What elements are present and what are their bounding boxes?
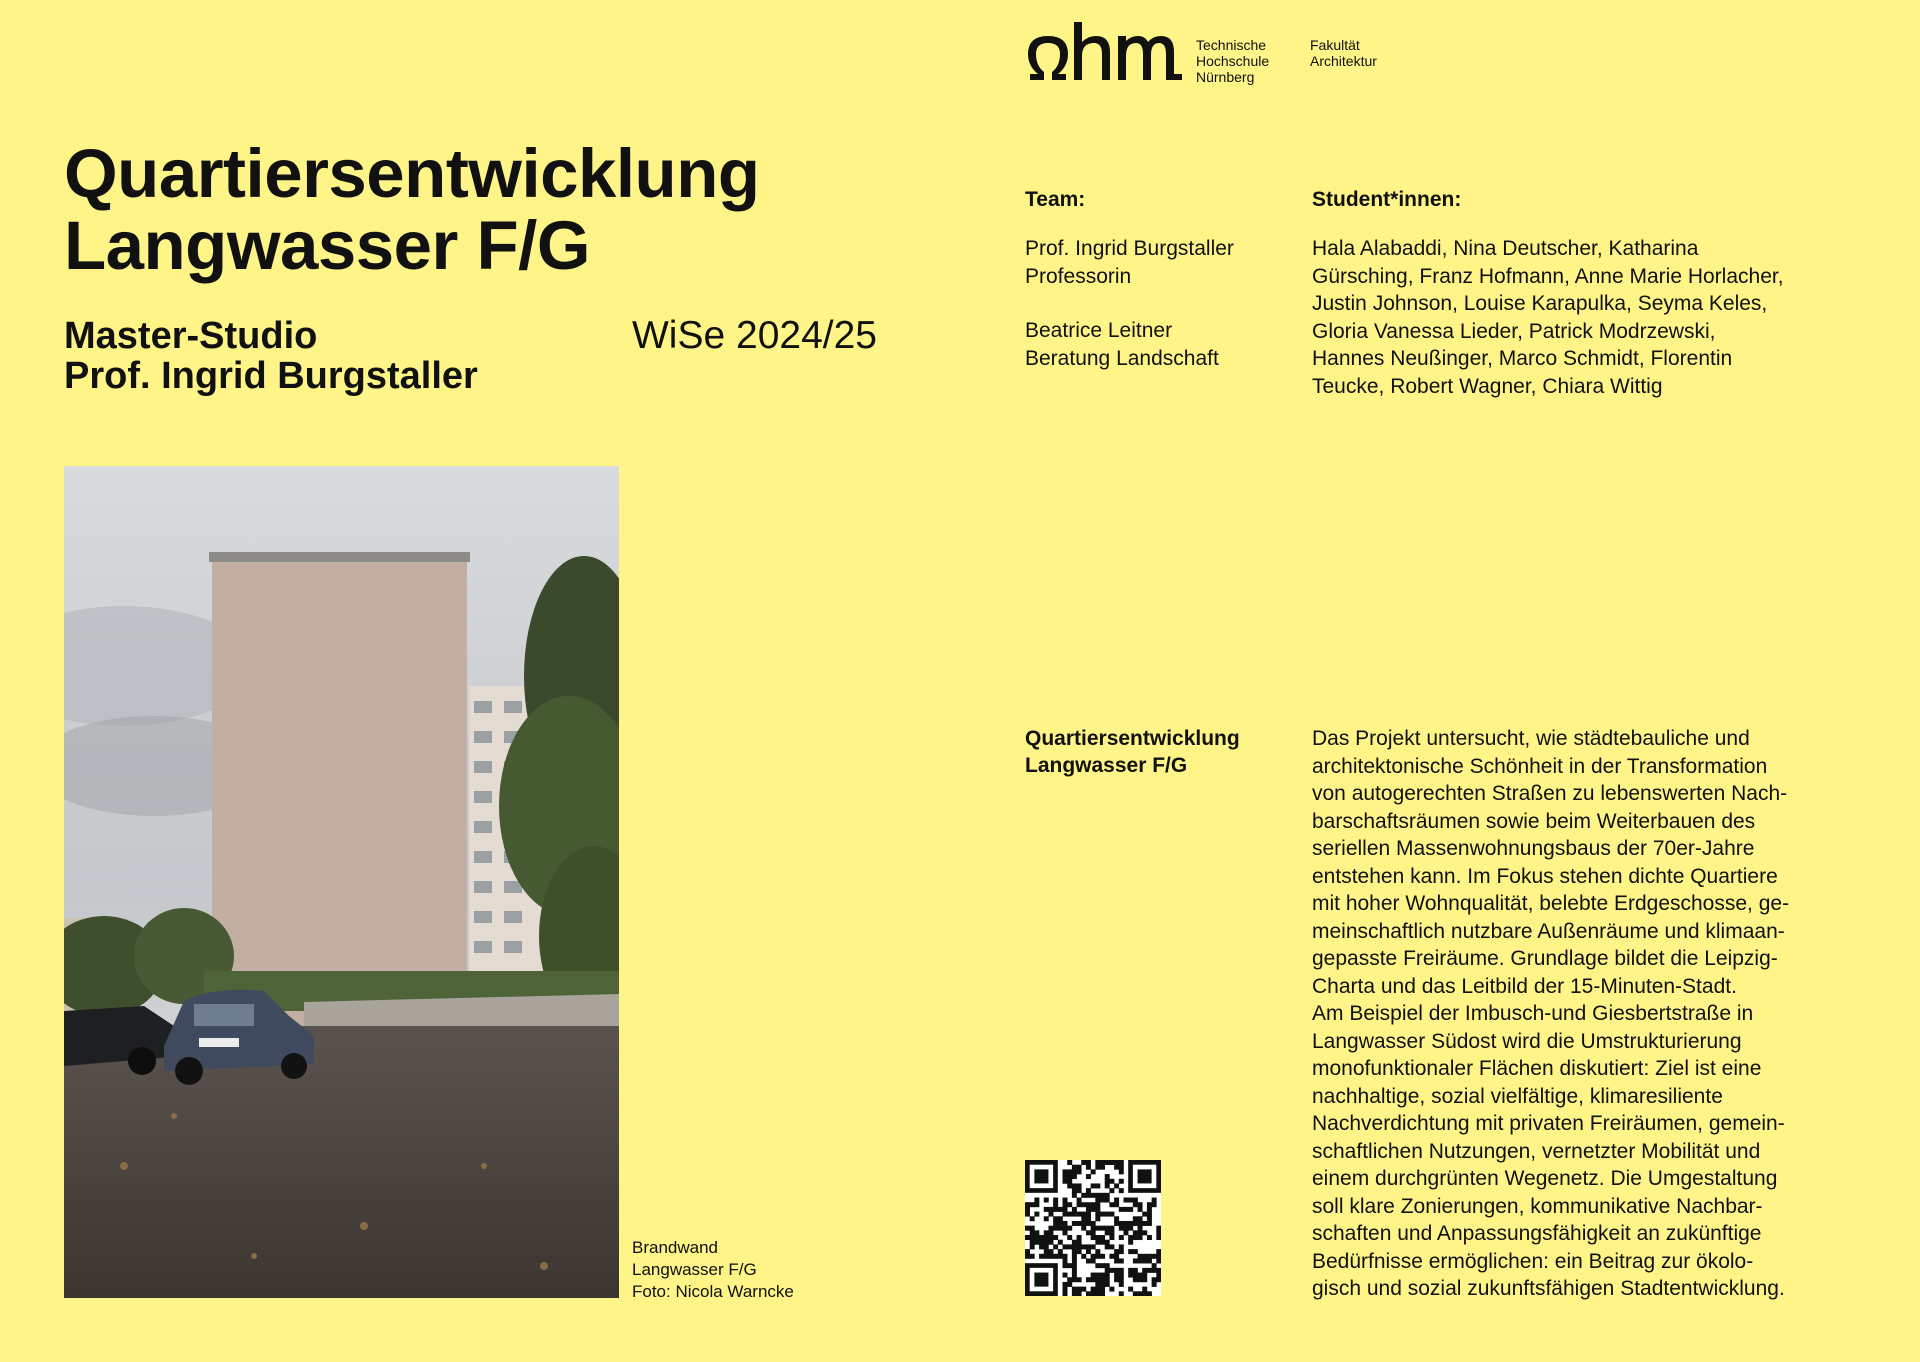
team-member: [1025, 235, 1295, 290]
description-line: seriellen Massenwohnungsbaus der 70er-Jahre: [1312, 837, 1755, 860]
description-line: einem durchgrünten Wegenetz. Die Umgestaltung: [1312, 1167, 1778, 1190]
member-name: Beatrice Leitner: [1025, 319, 1173, 342]
caption-line-2: Langwasser F/G: [632, 1260, 757, 1279]
description-line: barschaftsräumen sowie beim Weiterbauen des: [1312, 809, 1756, 833]
project-heading-line-1: Quartiersentwicklung: [1025, 727, 1240, 750]
qr-code-graphic: [1025, 1160, 1161, 1296]
description-line: monofunktionaler Flächen diskutiert: Ziel ist eine: [1312, 1057, 1762, 1080]
project-heading: [1025, 725, 1295, 779]
university-name: [1196, 37, 1269, 85]
description-line: Bedürfnisse ermöglichen: ein Beitrag zur ökolo-: [1312, 1249, 1754, 1273]
faculty-line-2: Architektur: [1310, 53, 1377, 69]
students-line: Gürsching, Franz Hofmann, Anne Marie Horlacher,: [1312, 264, 1784, 288]
description-line: Am Beispiel der Imbusch-und Giesbertstraße in: [1312, 1002, 1754, 1025]
caption-line-1: Brandwand: [632, 1238, 719, 1257]
students-line: Teucke, Robert Wagner, Chiara Wittig: [1312, 374, 1663, 398]
project-heading-line-2: Langwasser F/G: [1025, 754, 1188, 777]
description-line: Das Projekt untersucht, wie städtebauliche und: [1312, 727, 1750, 750]
description-line: Nachverdichtung mit privaten Freiräumen, gemein-: [1312, 1112, 1785, 1135]
description-line: schaftlichen Nutzungen, vernetzter Mobilität und: [1312, 1139, 1761, 1163]
students-line: Justin Johnson, Louise Karapulka, Seyma Keles,: [1312, 292, 1768, 315]
students-line: Gloria Vanessa Lieder, Patrick Modrzewski,: [1312, 319, 1716, 343]
university-line-3: Nürnberg: [1196, 69, 1255, 85]
subtitle-line-1: Master-Studio: [64, 315, 318, 357]
team-list: [1025, 235, 1295, 399]
title-line-1: Quartiersentwicklung: [64, 135, 760, 212]
member-role: Beratung Landschaft: [1025, 346, 1219, 370]
students-list: [1312, 235, 1872, 400]
students-heading: Student*innen:: [1312, 188, 1462, 211]
description-line: gepasste Freiräume. Grundlage bildet die Leipzig-: [1312, 947, 1778, 970]
description-line: soll klare Zonierungen, kommunikative Nachbar-: [1312, 1194, 1763, 1218]
team-member: [1025, 317, 1295, 372]
poster-title: [64, 135, 760, 284]
description-line: von autogerechten Straßen zu lebenswerten Nach-: [1312, 782, 1788, 805]
description-line: meinschaftlich nutzbare Außenräume und klimaan-: [1312, 919, 1785, 943]
description-line: mit hoher Wohnqualität, belebte Erdgeschosse, ge-: [1312, 892, 1790, 915]
project-description: [1312, 725, 1872, 1303]
ohm-logo: [1024, 18, 1184, 93]
description-line: Charta und das Leitbild der 15-Minuten-Stadt.: [1312, 974, 1737, 998]
title-line-2: Langwasser F/G: [64, 207, 590, 284]
caption-line-3: Foto: Nicola Warncke: [632, 1282, 794, 1301]
subtitle-line-2: Prof. Ingrid Burgstaller: [64, 355, 478, 397]
team-heading: Team:: [1025, 188, 1086, 211]
member-role: Professorin: [1025, 264, 1132, 288]
qr-code[interactable]: [1025, 1160, 1161, 1296]
ohm-logo-mark: [1024, 18, 1184, 88]
university-line-1: Technische: [1196, 37, 1267, 53]
description-line: gisch und sozial zukunftsfähigen Stadtentwicklung.: [1312, 1277, 1785, 1300]
studio-subtitle: [64, 316, 478, 396]
university-line-2: Hochschule: [1196, 53, 1270, 69]
students-line: Hannes Neußinger, Marco Schmidt, Florentin: [1312, 347, 1733, 370]
students-line: Hala Alabaddi, Nina Deutscher, Katharina: [1312, 237, 1699, 260]
faculty-name: [1310, 37, 1377, 69]
semester-label: WiSe 2024/25: [632, 314, 877, 357]
building-photo: [64, 466, 619, 1298]
description-line: nachhaltige, sozial vielfältige, klimaresiliente: [1312, 1084, 1723, 1108]
description-line: Langwasser Südost wird die Umstrukturierung: [1312, 1029, 1742, 1053]
description-line: architektonische Schönheit in der Transformation: [1312, 754, 1768, 778]
photo-caption: [632, 1237, 794, 1303]
member-name: Prof. Ingrid Burgstaller: [1025, 237, 1234, 260]
description-line: schaften und Anpassungsfähigkeit an zukünftige: [1312, 1222, 1762, 1245]
description-line: entstehen kann. Im Fokus stehen dichte Quartiere: [1312, 864, 1778, 888]
faculty-line-1: Fakultät: [1310, 37, 1360, 53]
